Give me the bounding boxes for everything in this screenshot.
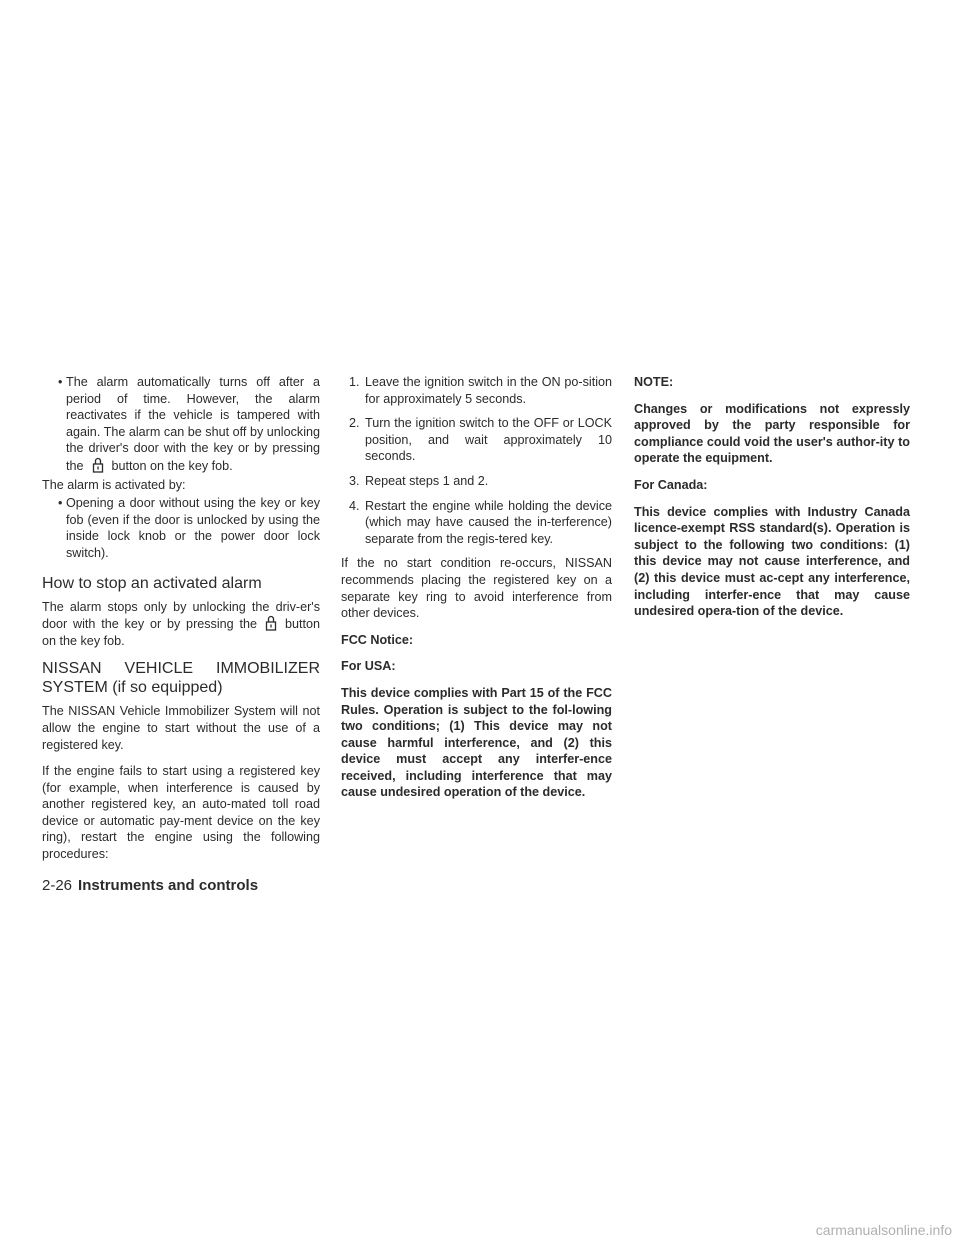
bullet-alarm-auto-off: • The alarm automatically turns off after a period of time. However, the alarm reactivates if the vehicle is tampered with again. The alarm can be shut off by unlocking the driver's door with the key or by pressing the button on the key fob.	[42, 374, 320, 475]
fcc-notice-label: FCC Notice:	[341, 632, 414, 647]
page-footer	[42, 877, 258, 895]
usa-compliance-text: This device complies with Part 15 of the FCC Rules. Operation is subject to the fol-lowing two conditions; (1) This device may not cause harmful interference, and (2) this device must accept any interfer-ence received, including interference that may cause undesired operation of the device.	[341, 685, 612, 800]
column-3	[634, 374, 910, 630]
bullet-opening-door: • Opening a door without using the key or key fob (even if the door is unlocked by using the inside lock knob or the power door lock switch).	[42, 495, 320, 561]
note-text: Changes or modifications not expressly approved by the party responsible for compliance could void the user's author-ity to operate the equipment.	[634, 401, 910, 466]
note-label: NOTE:	[634, 375, 674, 389]
column-2	[341, 374, 612, 811]
step-4: 4. Restart the engine while holding the device (which may have caused the in-terference) separate from the regis-tered key.	[349, 498, 612, 546]
page-number: 2-26	[42, 877, 73, 894]
canada-compliance-text: This device complies with Industry Canada licence-exempt RSS standard(s). Operation is subject to the following two conditions: (1) this device may not cause interference, and (2) this device must ac-cept any interference, including interfer-ence that may cause undesired opera-tion of the device.	[634, 504, 910, 619]
heading-stop-alarm: How to stop an activated alarm	[42, 574, 262, 592]
activated-by-text: The alarm is activated by:	[42, 477, 186, 492]
step-2: 2. Turn the ignition switch to the OFF or LOCK position, and wait approximately 10 seconds.	[349, 416, 612, 464]
heading-immobilizer: NISSAN VEHICLE IMMOBILIZER SYSTEM (if so equipped)	[42, 660, 320, 697]
for-canada-label: For Canada:	[634, 477, 708, 492]
watermark: carmanualsonline.info	[815, 1222, 952, 1238]
lock-button-icon	[263, 615, 279, 631]
recommend-text: If the no start condition re-occurs, NISSAN recommends placing the registered key on a separate key ring to avoid interference from other devices.	[341, 556, 612, 621]
step-1: 1. Leave the ignition switch in the ON po-sition for approximately 5 seconds.	[349, 375, 612, 406]
step-3: 3. Repeat steps 1 and 2.	[349, 473, 489, 488]
immobilizer-paragraph-2: If the engine fails to start using a registered key (for example, when interference is caused by another registered key, an auto-mated toll road device or automatic pay-ment device on the key ring), restart the engine using the following procedures:	[42, 764, 320, 862]
immobilizer-paragraph-1: The NISSAN Vehicle Immobilizer System will not allow the engine to start without the use of a registered key.	[42, 704, 320, 752]
stop-alarm-text: The alarm stops only by unlocking the driv-er's door with the key or by pressing the button on the key fob.	[42, 599, 320, 648]
section-title: Instruments and controls	[78, 877, 259, 894]
lock-button-icon	[90, 457, 106, 473]
for-usa-label: For USA:	[341, 659, 396, 674]
column-1	[42, 374, 320, 873]
